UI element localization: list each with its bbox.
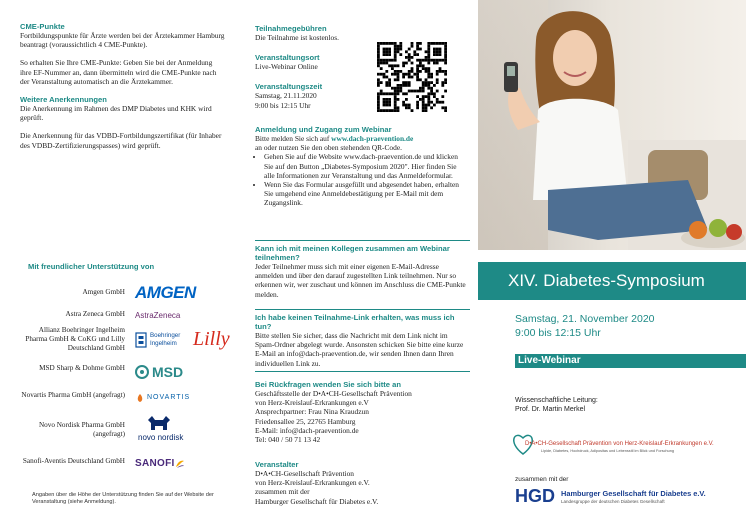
registration-section bbox=[255, 125, 467, 208]
right-column bbox=[478, 0, 746, 529]
recognition-text-1: Die Anerkennung im Rahmen des DMP Diabetes und KHK wird geprüft. bbox=[20, 104, 212, 123]
together-label: zusammen mit der bbox=[515, 476, 569, 483]
sponsor-name-sanofi: Sanofi-Aventis Deutschland GmbH bbox=[22, 457, 125, 465]
registration-link[interactable]: www.dach-praevention.de bbox=[331, 134, 414, 143]
contact-line: E-Mail: info@dach-praevention.de bbox=[255, 425, 359, 435]
registration-step: • Wenn Sie das Formular ausgefüllt und abgesendet haben, erhalten Sie umgehend eine Anmeldebestätigung per E-Mail mit dem Zugangslink. bbox=[264, 180, 467, 208]
dach-logo-title: D•A•CH-Gesellschaft Prävention von Herz-Kreislauf-Erkrankungen e.V. bbox=[525, 441, 714, 447]
sanofi-text: SANOFI bbox=[135, 458, 175, 469]
amgen-logo: AMGEN bbox=[135, 283, 196, 302]
webinar-label: Live-Webinar bbox=[518, 355, 581, 366]
boehringer-icon bbox=[135, 332, 147, 348]
scientific-lead bbox=[515, 396, 598, 414]
fee-text: Die Teilnahme ist kostenlos. bbox=[255, 33, 339, 42]
time-date: Samstag, 21.11.2020 bbox=[255, 91, 317, 101]
msd-icon bbox=[135, 365, 149, 379]
registration-heading: Anmeldung und Zugang zum Webinar bbox=[255, 125, 392, 134]
footnote: Angaben über die Höhe der Unterstützung finden Sie auf der Website der Veranstaltung (siehe Anmeldung). bbox=[32, 492, 214, 505]
divider bbox=[255, 240, 470, 241]
faq-2-heading: Ich habe keinen Teilnahme-Link erhalten, was muss ich tun? bbox=[255, 313, 455, 331]
novo-nordisk-text: novo nordisk bbox=[138, 433, 184, 442]
contact-line: Friedensallee 25, 22765 Hamburg bbox=[255, 416, 356, 426]
faq-1-text: Jeder Teilnehmer muss sich mit einer eigenen E-Mail-Adresse anmelden und über den darauf zugestellten Link teilnehmen. Nur so erkennen wir, wer zuschaut und können im Anschluss die CME-Punkte melden. bbox=[255, 262, 466, 299]
organizer-line: D•A•CH-Gesellschaft Prävention bbox=[255, 469, 354, 478]
sponsor-name-boehringer-lilly: Allianz Boehringer Ingelheim Pharma GmbH & CoKG und Lilly Deutschland GmbH bbox=[25, 326, 125, 352]
title-band bbox=[478, 262, 746, 300]
registration-step: • Gehen Sie auf die Website www.dach-praevention.de und klicken Sie auf den Button „Diabetes-Symposium 2020". Hier finden Sie alle Informationen zur Veranstaltung und das Anmeldeformular. bbox=[264, 152, 467, 180]
sponsor-name-novo-nordisk: Novo Nordisk Pharma GmbH (angefragt) bbox=[38, 421, 125, 438]
organizer-line: Hamburger Gesellschaft für Diabetes e.V. bbox=[255, 496, 379, 506]
contact-line: von Herz-Kreislauf-Erkrankungen e.V bbox=[255, 398, 369, 408]
middle-column bbox=[237, 0, 478, 529]
webinar-band bbox=[515, 354, 746, 368]
cme-text-1: Fortbildungspunkte für Ärzte werden bei der Ärztekammer Hamburg beantragt (voraussichtlich 4 CME-Punkte). bbox=[20, 31, 225, 50]
sponsor-name-msd: MSD Sharp & Dohme GmbH bbox=[39, 364, 125, 372]
recognition-heading: Weitere Anerkennungen bbox=[20, 95, 107, 105]
contact-line: Ansprechpartner: Frau Nina Kraudzun bbox=[255, 407, 369, 417]
cme-text-2: So erhalten Sie Ihre CME-Punkte: Geben Sie bei der Anmeldung ihre EF-Nummer an, dann übermitteln wird die CME-Punkte nach der Veranstaltung automatisch an die Ärztekammer. bbox=[20, 58, 217, 86]
event-time: 9:00 bis 12:15 Uhr bbox=[515, 327, 601, 339]
novartis-flame-icon bbox=[135, 393, 145, 403]
venue-heading: Veranstaltungsort bbox=[255, 53, 320, 63]
sponsor-name-astrazeneca: Astra Zeneca GmbH bbox=[65, 310, 125, 318]
contact-line: Tel: 040 / 50 71 13 42 bbox=[255, 435, 321, 445]
hgd-name: Hamburger Gesellschaft für Diabetes e.V. bbox=[561, 489, 706, 498]
organizer-line: zusammen mit der bbox=[255, 487, 310, 497]
contact-section bbox=[255, 380, 467, 444]
event-datetime bbox=[515, 312, 655, 340]
boehringer-text: Boehringer Ingelheim bbox=[150, 332, 181, 347]
time-heading: Veranstaltungszeit bbox=[255, 82, 323, 92]
cme-section bbox=[20, 22, 225, 150]
dach-logo-subtitle: Lipide, Diabetes, Hochdruck, Adipositas und Lebensstil im Blick und Forschung bbox=[541, 449, 674, 453]
event-date: Samstag, 21. November 2020 bbox=[515, 313, 655, 325]
hgd-subtitle: Landesgruppe der deutschen Diabetes Gesellschaft bbox=[561, 499, 665, 504]
cme-heading: CME-Punkte bbox=[20, 22, 65, 31]
novartis-text: NOVARTIS bbox=[147, 394, 191, 401]
contact-line: Geschäftsstelle der D•A•CH-Gesellschaft Prävention bbox=[255, 389, 412, 398]
organizer-heading: Veranstalter bbox=[255, 460, 299, 469]
divider bbox=[255, 309, 470, 310]
faq-1 bbox=[255, 244, 467, 299]
event-title: XIV. Diabetes-Symposium bbox=[508, 271, 705, 290]
registration-intro: Bitte melden Sie sich auf bbox=[255, 134, 330, 143]
hgd-logo bbox=[515, 486, 745, 516]
faq-1-heading: Kann ich mit meinen Kollegen zusammen am Webinar teilnehmen? bbox=[255, 244, 450, 262]
sponsor-heading: Mit freundlicher Unterstützung von bbox=[28, 262, 155, 271]
organizer-section bbox=[255, 460, 467, 506]
recognition-text-2: Die Anerkennung für das VDBD-Fortbildungszertifikat (für Inhaber des VDBD-Zertifizierungspasses) wird geprüft. bbox=[20, 131, 222, 150]
dach-logo bbox=[511, 430, 746, 466]
registration-intro-2: an oder nutzen Sie den oben stehenden QR-Code. bbox=[255, 143, 402, 153]
hgd-abbr: HGD bbox=[515, 486, 555, 506]
left-column bbox=[0, 0, 237, 529]
sanofi-bird-icon bbox=[175, 459, 185, 469]
venue-text: Live-Webinar Online bbox=[255, 62, 318, 72]
registration-steps bbox=[255, 152, 467, 207]
msd-text: MSD bbox=[152, 364, 184, 380]
apis-bull-icon bbox=[146, 414, 172, 432]
astrazeneca-logo: AstraZeneca bbox=[135, 311, 181, 320]
lead-label: Wissenschaftliche Leitung: bbox=[515, 397, 598, 404]
faq-2-text: Bitte stellen Sie sicher, dass die Nachricht mit dem Link nicht im Spam-Ordner abgelegt wurde. Ansonsten schicken Sie bitte eine kurze E-Mail an info@dach-praevention.de, wir senden Ihnen dann Ihren individuellen Link zu. bbox=[255, 331, 464, 368]
lead-name: Prof. Dr. Martin Merkel bbox=[515, 406, 586, 413]
lilly-logo: Lilly bbox=[193, 328, 230, 350]
faq-2 bbox=[255, 313, 467, 368]
time-hours: 9:00 bis 12:15 Uhr bbox=[255, 100, 311, 110]
fee-heading: Teilnahmegebühren bbox=[255, 24, 327, 33]
registration-qr-code[interactable] bbox=[377, 42, 447, 112]
sponsor-name-novartis: Novartis Pharma GmbH (angefragt) bbox=[21, 391, 125, 399]
divider bbox=[255, 371, 470, 372]
cover-photo bbox=[478, 0, 746, 250]
sponsor-name-amgen: Amgen GmbH bbox=[82, 288, 125, 296]
contact-heading: Bei Rückfragen wenden Sie sich bitte an bbox=[255, 380, 402, 389]
organizer-line: von Herz-Kreislauf-Erkrankungen e.V. bbox=[255, 478, 370, 488]
fee-section bbox=[255, 24, 385, 110]
